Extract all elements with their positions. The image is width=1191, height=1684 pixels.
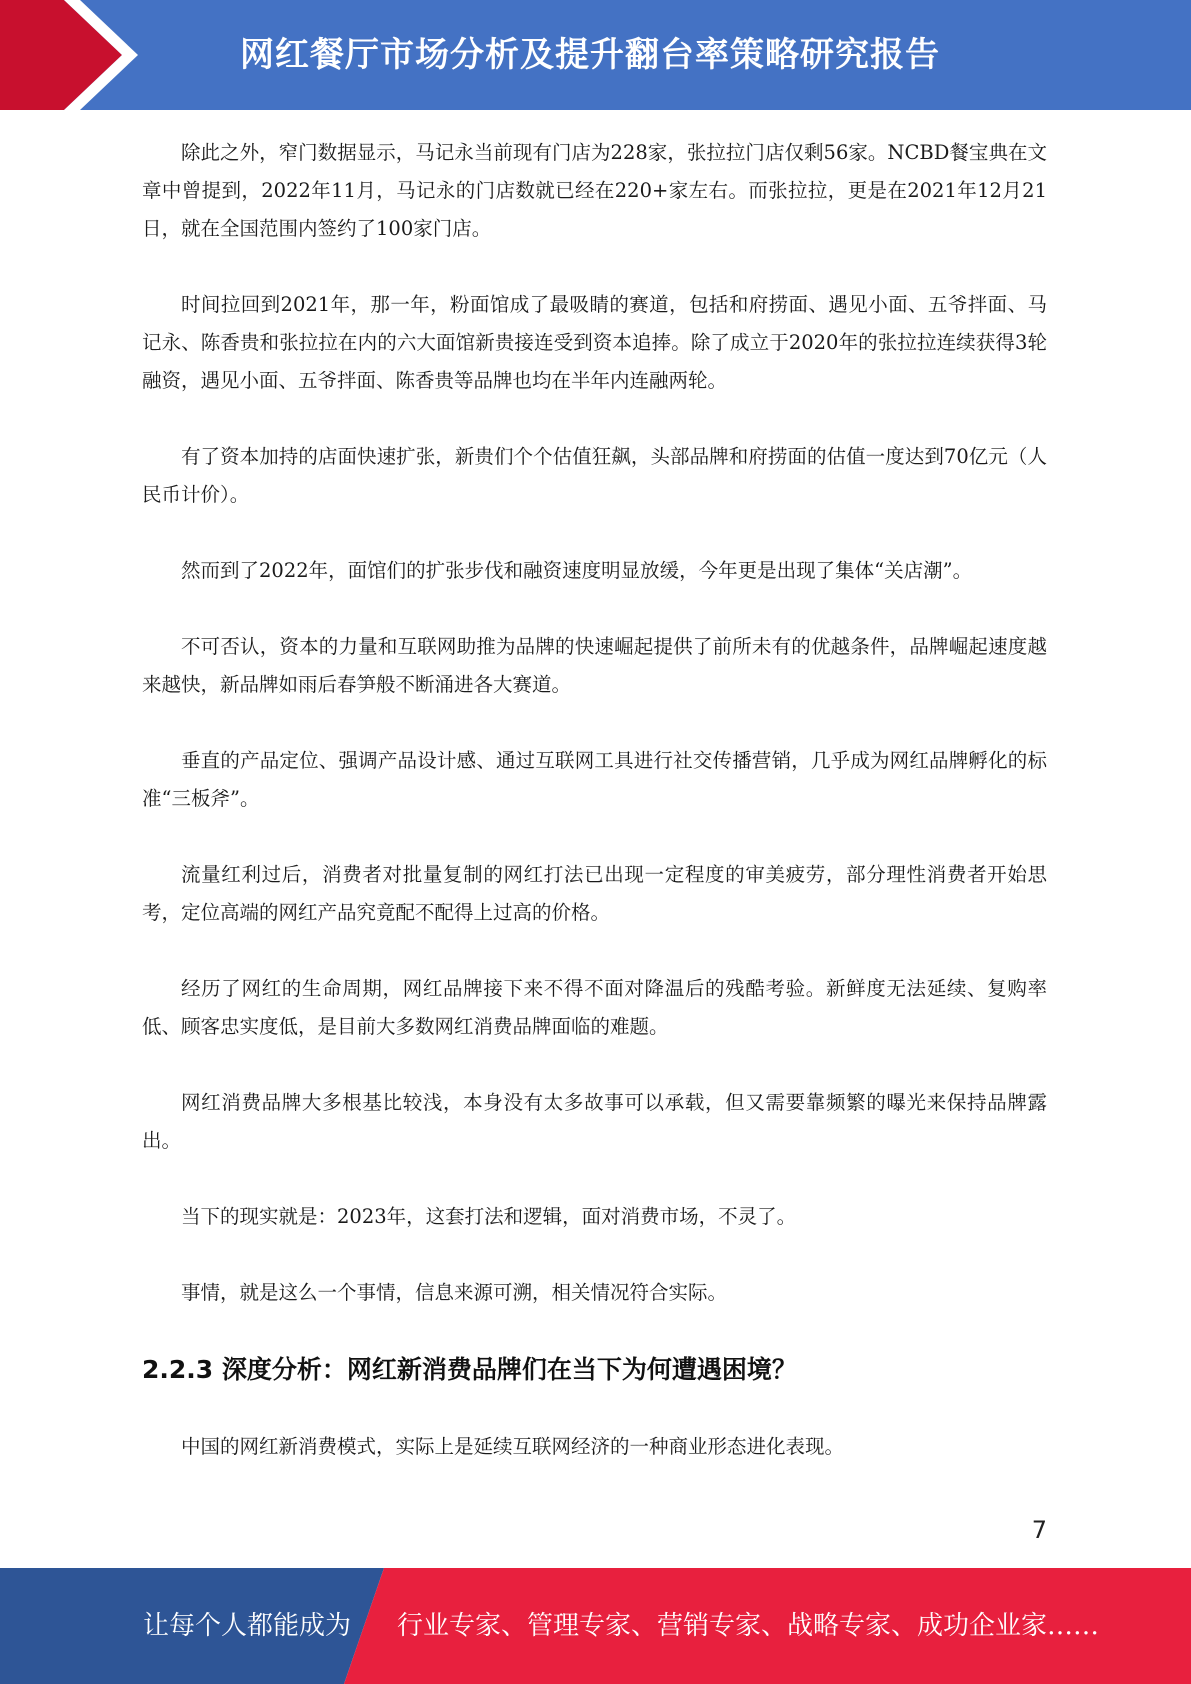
page-header [0,0,1191,110]
paragraph: 有了资本加持的店面快速扩张，新贵们个个估值狂飙，头部品牌和府捞面的估值一度达到70亿元（人民币计价）。 [142,445,1047,506]
paragraph: 时间拉回到2021年，那一年，粉面馆成了最吸睛的赛道，包括和府捞面、遇见小面、五爷拌面、马记永、陈香贵和张拉拉在内的六大面馆新贵接连受到资本追捧。除了成立于2020年的张拉拉连续获得3轮融资，遇见小面、五爷拌面、陈香贵等品牌也均在半年内连融两轮。 [142,293,1047,392]
page-number: 7 [1031,1516,1047,1544]
document-body [142,134,1047,1504]
paragraph: 除此之外，窄门数据显示，马记永当前现有门店为228家，张拉拉门店仅剩56家。NCBD餐宝典在文章中曾提到，2022年11月，马记永的门店数就已经在220+家左右。而张拉拉，更是在2021年12月21日，就在全国范围内签约了100家门店。 [142,141,1047,240]
report-title: 网红餐厅市场分析及提升翻台率策略研究报告 [240,35,940,75]
paragraph: 经历了网红的生命周期，网红品牌接下来不得不面对降温后的残酷考验。新鲜度无法延续、复购率低、顾客忠实度低，是目前大多数网红消费品牌面临的难题。 [142,977,1047,1038]
paragraph: 然而到了2022年，面馆们的扩张步伐和融资速度明显放缓，今年更是出现了集体“关店潮”。 [181,559,973,582]
section-heading: 2.2.3 深度分析：网红新消费品牌们在当下为何遭遇困境？ [142,1355,797,1384]
paragraph: 网红消费品牌大多根基比较浅，本身没有太多故事可以承载，但又需要靠频繁的曝光来保持品牌露出。 [142,1091,1047,1152]
paragraph: 不可否认，资本的力量和互联网助推为品牌的快速崛起提供了前所未有的优越条件，品牌崛起速度越来越快，新品牌如雨后春笋般不断涌进各大赛道。 [142,635,1047,696]
paragraph: 事情，就是这么一个事情，信息来源可溯，相关情况符合实际。 [181,1281,728,1304]
paragraph: 中国的网红新消费模式，实际上是延续互联网经济的一种商业形态进化表现。 [181,1435,845,1458]
footer-slogan-left: 让每个人都能成为 [143,1611,352,1641]
paragraph: 垂直的产品定位、强调产品设计感、通过互联网工具进行社交传播营销，几乎成为网红品牌孵化的标准“三板斧”。 [142,749,1047,810]
paragraph: 当下的现实就是：2023年，这套打法和逻辑，面对消费市场，不灵了。 [181,1205,797,1228]
page-footer [0,1568,1191,1684]
footer-slogan-right: 行业专家、管理专家、营销专家、战略专家、成功企业家…… [397,1611,1100,1641]
paragraph: 流量红利过后，消费者对批量复制的网红打法已出现一定程度的审美疲劳，部分理性消费者开始思考，定位高端的网红产品究竟配不配得上过高的价格。 [142,863,1047,924]
